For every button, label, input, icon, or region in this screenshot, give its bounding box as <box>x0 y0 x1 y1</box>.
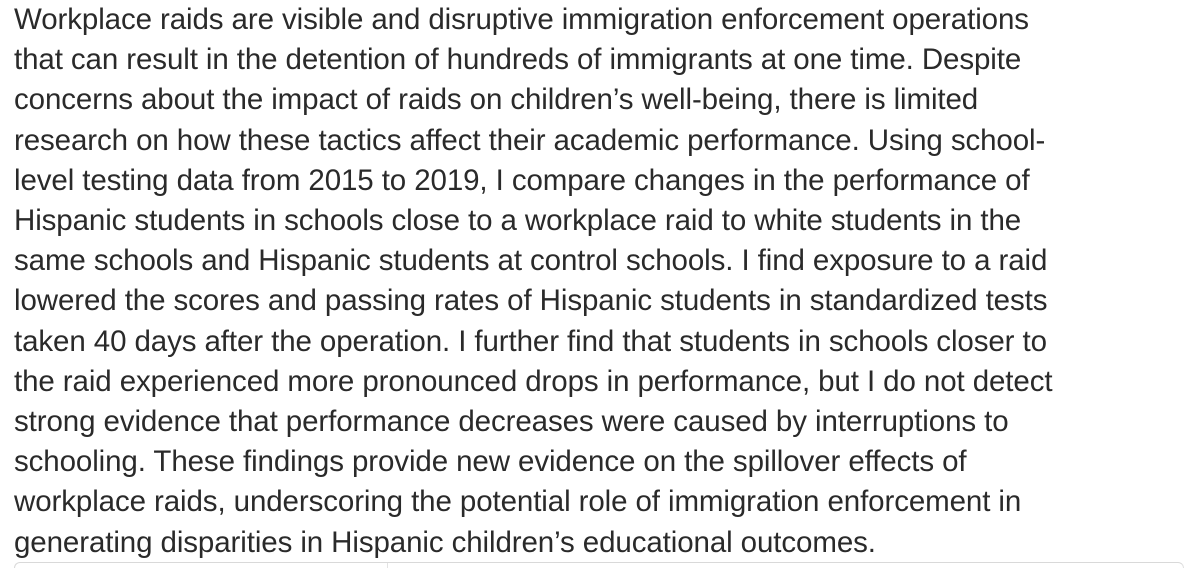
abstract-line: same schools and Hispanic students at control schools. I find exposure to a raid <box>14 244 1048 278</box>
abstract-paragraph <box>14 0 1184 563</box>
abstract-line: Hispanic students in schools close to a workplace raid to white students in the <box>14 204 1022 238</box>
abstract-line: Workplace raids are visible and disruptive immigration enforcement operations <box>14 3 1029 36</box>
abstract-line: generating disparities in Hispanic children’s educational outcomes. <box>14 525 876 559</box>
abstract-line: that can result in the detention of hundreds of immigrants at one time. Despite <box>14 43 1022 77</box>
abstract-line: the raid experienced more pronounced drops in performance, but I do not detect <box>14 364 1053 398</box>
bottom-panel-edge <box>14 562 1184 568</box>
abstract-line: lowered the scores and passing rates of Hispanic students in standardized tests <box>14 284 1048 318</box>
abstract-line: research on how these tactics affect their academic performance. Using school- <box>14 123 1046 157</box>
abstract-line: taken 40 days after the operation. I further find that students in schools closer to <box>14 324 1047 358</box>
panel-split-divider <box>387 563 388 568</box>
abstract-line: concerns about the impact of raids on children’s well-being, there is limited <box>14 83 979 117</box>
abstract-line: schooling. These findings provide new evidence on the spillover effects of <box>14 445 967 479</box>
abstract-line: strong evidence that performance decreases were caused by interruptions to <box>14 405 1009 439</box>
abstract-line: level testing data from 2015 to 2019, I compare changes in the performance of <box>14 163 1030 197</box>
abstract-line: workplace raids, underscoring the potential role of immigration enforcement in <box>14 485 1022 519</box>
